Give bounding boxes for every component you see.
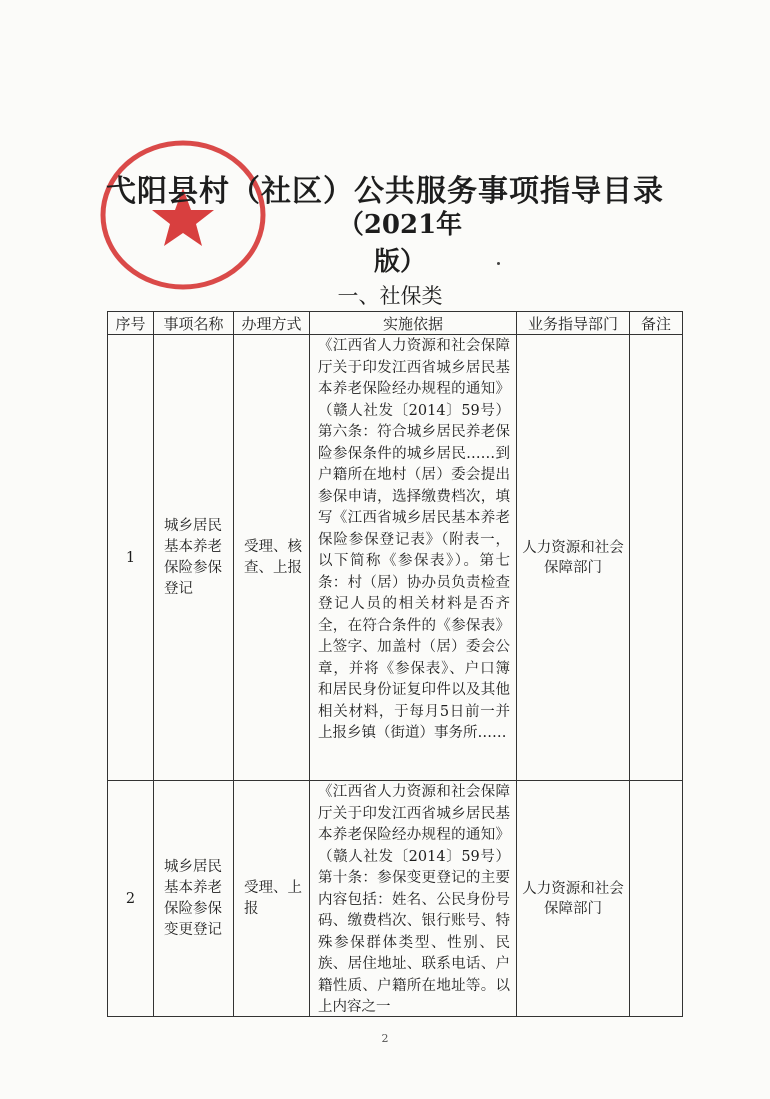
handling-method: 受理、核查、上报 xyxy=(234,335,310,781)
table-row xyxy=(108,335,683,781)
legal-basis: 《江西省人力资源和社会保障厅关于印发江西省城乡居民基本养老保险经办规程的通知》（赣人社发〔2014〕59号）第六条：符合城乡居民养老保险参保条件的城乡居民……到户籍所在地村（居）委会提出参保申请，选择缴费档次，填写《江西省城乡居民基本养老保险参保登记表》（附表一，以下简称《参保表》）。第七条：村（居）协办员负责检查登记人员的相关材料是否齐全，在符合条件的《参保表》上签字、加盖村（居）委会公章，并将《参保表》、户口簿和居民身份证复印件以及其他相关材料，于每月5日前一并上报乡镇（街道）事务所…… xyxy=(310,335,517,781)
header-cell-name: 事项名称 xyxy=(154,312,234,335)
service-items-table xyxy=(107,311,683,1017)
row-number: 2 xyxy=(108,781,154,1017)
header-cell-basis: 实施依据 xyxy=(310,312,517,335)
official-seal-icon xyxy=(98,140,278,290)
guiding-department: 人力资源和社会保障部门 xyxy=(517,781,630,1017)
document-title: 弋阳县村（社区）公共服务事项指导目录 xyxy=(106,174,664,209)
item-name: 城乡居民基本养老保险参保登记 xyxy=(154,335,234,781)
guiding-department: 人力资源和社会保障部门 xyxy=(517,335,630,781)
remarks xyxy=(630,781,683,1017)
remarks xyxy=(630,335,683,781)
legal-basis-text: 《江西省人力资源和社会保障厅关于印发江西省城乡居民基本养老保险经办规程的通知》（赣人社发〔2014〕59号）第十条：参保变更登记的主要内容包括：姓名、公民身份号码、缴费档次、银行账号、特殊参保群体类型、性别、民族、居住地址、联系电话、户籍性质、户籍所在地址等。以上内容之一 xyxy=(318,784,510,1014)
table-row xyxy=(108,781,683,1017)
header-cell-note: 备注 xyxy=(630,312,683,335)
document-edition: （2021年版） xyxy=(337,210,463,277)
item-name: 城乡居民基本养老保险参保变更登记 xyxy=(154,781,234,1017)
header-cell-mode: 办理方式 xyxy=(234,312,310,335)
legal-basis xyxy=(310,781,517,1017)
speck xyxy=(497,262,500,265)
header-cell-num: 序号 xyxy=(108,312,154,335)
row-number: 1 xyxy=(108,335,154,781)
section-heading: 一、社保类 xyxy=(337,284,443,308)
header-cell-dept: 业务指导部门 xyxy=(517,312,630,335)
handling-method: 受理、上报 xyxy=(234,781,310,1017)
table-header-row xyxy=(108,312,683,335)
page-number: 2 xyxy=(381,1032,389,1045)
